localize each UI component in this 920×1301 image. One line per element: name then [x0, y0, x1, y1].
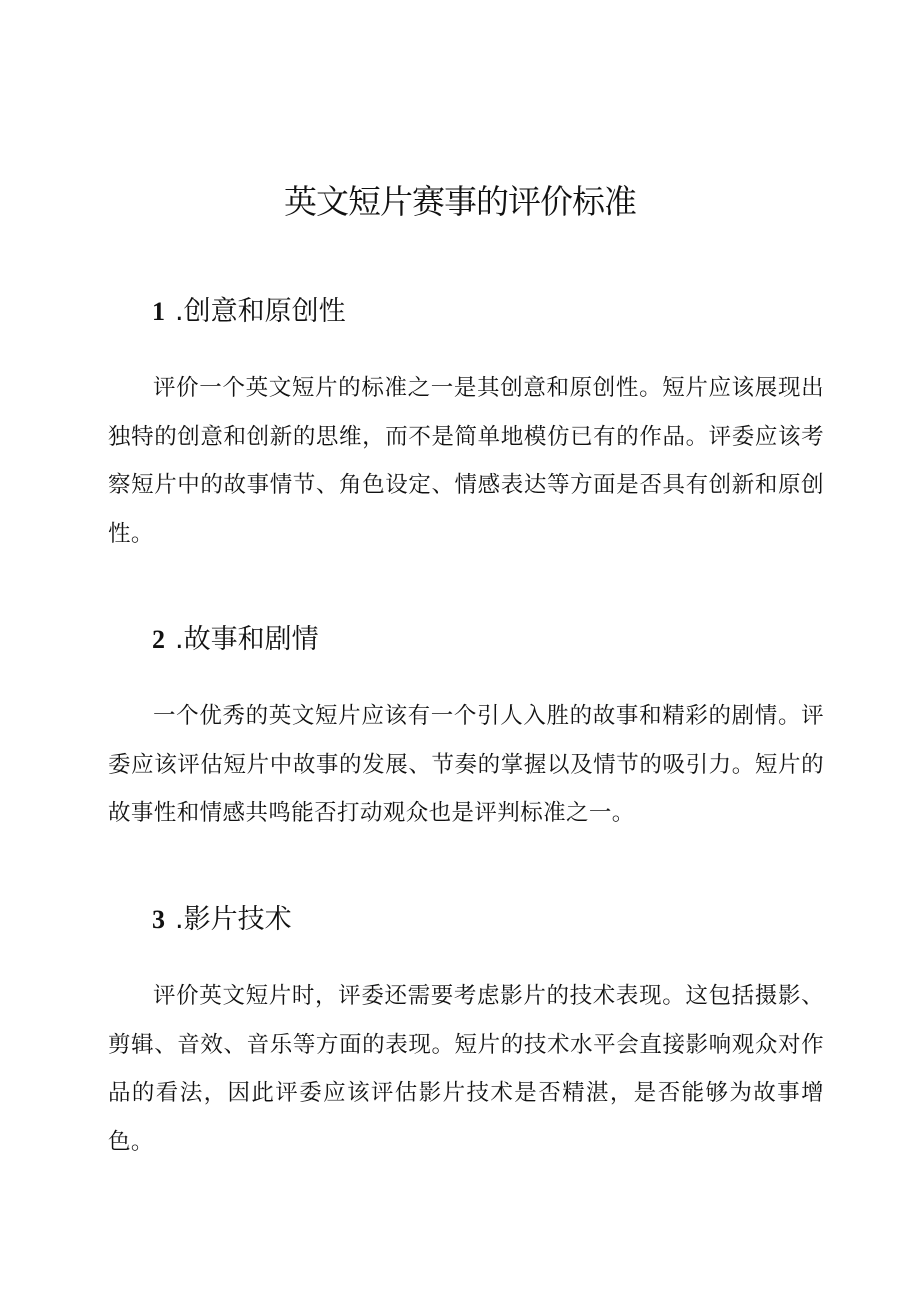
section-1-title: .创意和原创性 — [175, 296, 346, 327]
section-2-title: .故事和剧情 — [175, 624, 319, 655]
section-3-heading — [152, 900, 292, 940]
section-3-body: 评价英文短片时，评委还需要考虑影片的技术表现。这包括摄影、剪辑、音效、音乐等方面的表现。短片的技术水平会直接影响观众对作品的看法，因此评委应该评估影片技术是否精湛，是否能够为故事增色。 — [108, 983, 824, 1155]
section-1-body: 评价一个英文短片的标准之一是其创意和原创性。短片应该展现出独特的创意和创新的思维，而不是简单地模仿已有的作品。评委应该考察短片中的故事情节、角色设定、情感表达等方面是否具有创新和原创性。 — [108, 375, 824, 547]
document-title: 英文短片赛事的评价标准 — [284, 182, 636, 221]
section-2-heading — [152, 620, 319, 660]
section-1-number: 1 — [152, 297, 165, 326]
section-1-heading — [152, 292, 346, 332]
section-3-number: 3 — [152, 905, 165, 934]
section-3-title: .影片技术 — [175, 904, 292, 935]
section-2-body: 一个优秀的英文短片应该有一个引人入胜的故事和精彩的剧情。评委应该评估短片中故事的发展、节奏的掌握以及情节的吸引力。短片的故事性和情感共鸣能否打动观众也是评判标准之一。 — [108, 703, 824, 826]
section-2-number: 2 — [152, 625, 165, 654]
